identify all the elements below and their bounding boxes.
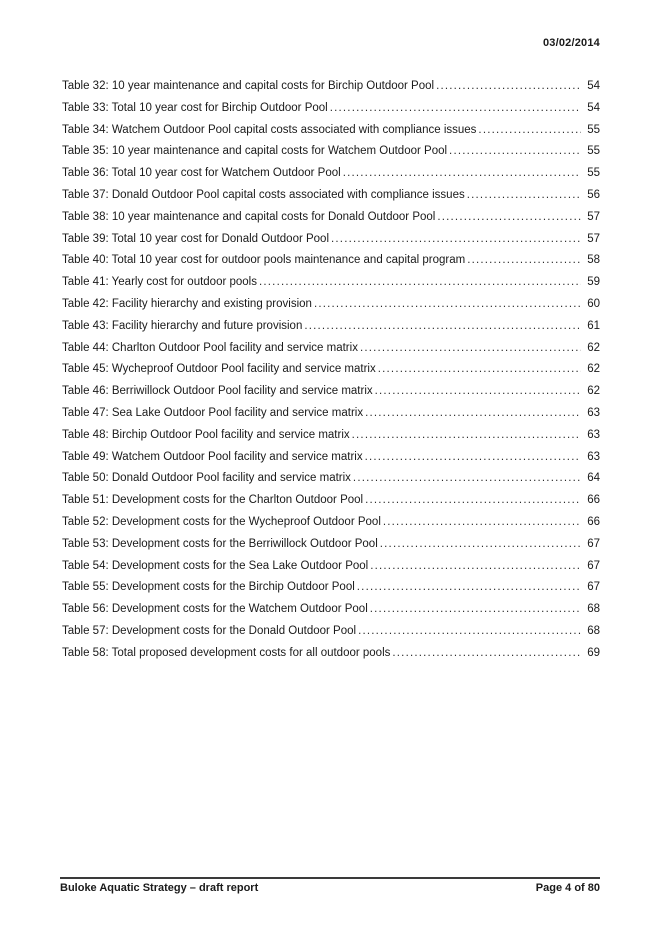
toc-entry-page: 68	[587, 603, 600, 616]
toc-entry-label: Table 32: 10 year maintenance and capital costs for Birchip Outdoor Pool	[62, 80, 435, 92]
toc-entry-page: 57	[587, 210, 600, 223]
toc-entry	[62, 359, 600, 381]
toc-leader-dots	[467, 185, 581, 207]
toc-entry	[62, 403, 600, 425]
toc-entry	[62, 229, 600, 251]
toc-entry-page: 62	[587, 341, 600, 354]
toc-leader-dots	[360, 338, 581, 360]
toc-leader-dots	[375, 381, 581, 403]
toc-entry-page: 55	[587, 123, 600, 136]
toc-entry-page: 54	[587, 101, 600, 114]
toc-leader-dots	[352, 425, 581, 447]
toc-entry	[62, 599, 600, 621]
toc-entry-page: 63	[587, 450, 600, 463]
toc-entry-label: Table 44: Charlton Outdoor Pool facility and service matrix	[62, 341, 358, 354]
toc-entry-page: 63	[587, 428, 600, 441]
toc-leader-dots	[380, 534, 581, 556]
toc-entry-page: 66	[587, 515, 600, 528]
toc-entry-label: Table 35: 10 year maintenance and capital costs for Watchem Outdoor Pool	[62, 145, 448, 158]
toc-entry-label: Table 36: Total 10 year cost for Watchem Outdoor Pool	[62, 167, 341, 180]
toc-entry-label: Table 46: Berriwillock Outdoor Pool facility and service matrix	[62, 385, 373, 398]
toc-entry	[62, 207, 600, 229]
toc-entry-page: 69	[587, 646, 600, 659]
toc-leader-dots	[467, 250, 581, 272]
toc-entry	[62, 468, 600, 490]
toc-entry-page: 55	[587, 167, 600, 180]
toc-leader-dots	[370, 556, 581, 578]
toc-leader-dots	[437, 207, 581, 229]
toc-entry-page: 57	[587, 232, 600, 245]
toc-entry	[62, 185, 600, 207]
toc-entry-label: Table 42: Facility hierarchy and existing provision	[62, 297, 312, 310]
toc-leader-dots	[343, 163, 581, 185]
toc-entry	[62, 577, 600, 599]
toc-entry-label: Table 51: Development costs for the Charlton Outdoor Pool	[62, 494, 364, 507]
toc-entry-label: Table 58: Total proposed development costs for all outdoor pools	[62, 646, 391, 659]
toc-entry-page: 61	[587, 319, 600, 332]
toc-entry-label: Table 53: Development costs for the Berriwillock Outdoor Pool	[62, 537, 378, 550]
toc-entry-page: 64	[587, 472, 600, 485]
toc-entry-label: Table 33: Total 10 year cost for Birchip Outdoor Pool	[62, 101, 328, 114]
toc-entry-label: Table 43: Facility hierarchy and future provision	[62, 319, 303, 332]
header-date: 03/02/2014	[542, 37, 600, 49]
toc-entry-page: 56	[587, 188, 600, 201]
toc-leader-dots	[449, 141, 581, 163]
toc-entry-label: Table 38: 10 year maintenance and capital costs for Donald Outdoor Pool	[62, 210, 436, 223]
toc-entry-page: 55	[587, 145, 600, 158]
toc-entry	[62, 98, 600, 120]
toc-leader-dots	[365, 447, 581, 469]
toc-leader-dots	[478, 120, 581, 142]
toc-leader-dots	[304, 316, 581, 338]
toc-entry	[62, 447, 600, 469]
toc-entry	[62, 512, 600, 534]
toc-leader-dots	[365, 403, 581, 425]
toc-entry-page: 58	[587, 254, 600, 267]
toc-entry	[62, 250, 600, 272]
toc-entry-page: 67	[587, 581, 600, 594]
toc-entry-label: Table 47: Sea Lake Outdoor Pool facility and service matrix	[62, 406, 364, 419]
toc-entry-label: Table 34: Watchem Outdoor Pool capital costs associated with compliance issues	[62, 123, 477, 136]
toc-entry-page: 66	[587, 494, 600, 507]
toc-entry-page: 62	[587, 385, 600, 398]
toc-entry	[62, 381, 600, 403]
toc-entry	[62, 490, 600, 512]
toc-entry-label: Table 49: Watchem Outdoor Pool facility and service matrix	[62, 450, 363, 463]
toc-leader-dots	[259, 272, 581, 294]
toc-entry	[62, 534, 600, 556]
toc-entry-page: 68	[587, 624, 600, 637]
toc-entry-page: 63	[587, 406, 600, 419]
toc-leader-dots	[370, 599, 581, 621]
toc-leader-dots	[358, 621, 581, 643]
toc-entry	[62, 621, 600, 643]
toc-entry-label: Table 50: Donald Outdoor Pool facility and service matrix	[62, 472, 351, 485]
toc-entry	[62, 163, 600, 185]
toc-leader-dots	[314, 294, 581, 316]
toc-leader-dots	[357, 577, 581, 599]
page-footer	[60, 877, 600, 894]
toc-leader-dots	[365, 490, 581, 512]
footer-page-number: Page 4 of 80	[535, 882, 600, 894]
toc-entry	[62, 556, 600, 578]
toc-entry-label: Table 57: Development costs for the Donald Outdoor Pool	[62, 624, 357, 637]
toc-entry-page: 67	[587, 537, 600, 550]
toc-entry-label: Table 37: Donald Outdoor Pool capital costs associated with compliance issues	[62, 188, 465, 201]
toc-entry-page: 60	[587, 297, 600, 310]
toc-leader-dots	[330, 98, 581, 120]
toc-entry	[62, 643, 600, 665]
toc-entry-page: 67	[587, 559, 600, 572]
toc-leader-dots	[331, 229, 581, 251]
toc-entry-label: Table 39: Total 10 year cost for Donald Outdoor Pool	[62, 232, 330, 245]
toc-entry	[62, 76, 600, 98]
toc-entry-label: Table 52: Development costs for the Wycheproof Outdoor Pool	[62, 515, 381, 528]
toc-entry	[62, 425, 600, 447]
toc-entry-label: Table 55: Development costs for the Birchip Outdoor Pool	[62, 581, 355, 594]
toc-leader-dots	[392, 643, 581, 665]
toc-entry-label: Table 40: Total 10 year cost for outdoor pools maintenance and capital program	[62, 254, 466, 267]
toc-list	[62, 76, 600, 665]
toc-entry	[62, 338, 600, 360]
toc-entry-page: 54	[587, 80, 600, 92]
toc-leader-dots	[383, 512, 581, 534]
toc-entry	[62, 120, 600, 142]
toc-leader-dots	[436, 76, 581, 98]
toc-entry-label: Table 54: Development costs for the Sea Lake Outdoor Pool	[62, 559, 369, 572]
toc-entry-label: Table 56: Development costs for the Watchem Outdoor Pool	[62, 603, 368, 616]
toc-leader-dots	[353, 468, 581, 490]
footer-report-title: Buloke Aquatic Strategy – draft report	[60, 882, 259, 894]
toc-entry-page: 62	[587, 363, 600, 376]
toc-entry	[62, 141, 600, 163]
toc-entry-page: 59	[587, 276, 600, 289]
toc-entry	[62, 316, 600, 338]
toc-entry	[62, 272, 600, 294]
toc-entry	[62, 294, 600, 316]
toc-entry-label: Table 41: Yearly cost for outdoor pools	[62, 276, 257, 289]
toc-entry-label: Table 48: Birchip Outdoor Pool facility and service matrix	[62, 428, 350, 441]
toc-leader-dots	[378, 359, 581, 381]
toc-entry-label: Table 45: Wycheproof Outdoor Pool facility and service matrix	[62, 363, 376, 376]
